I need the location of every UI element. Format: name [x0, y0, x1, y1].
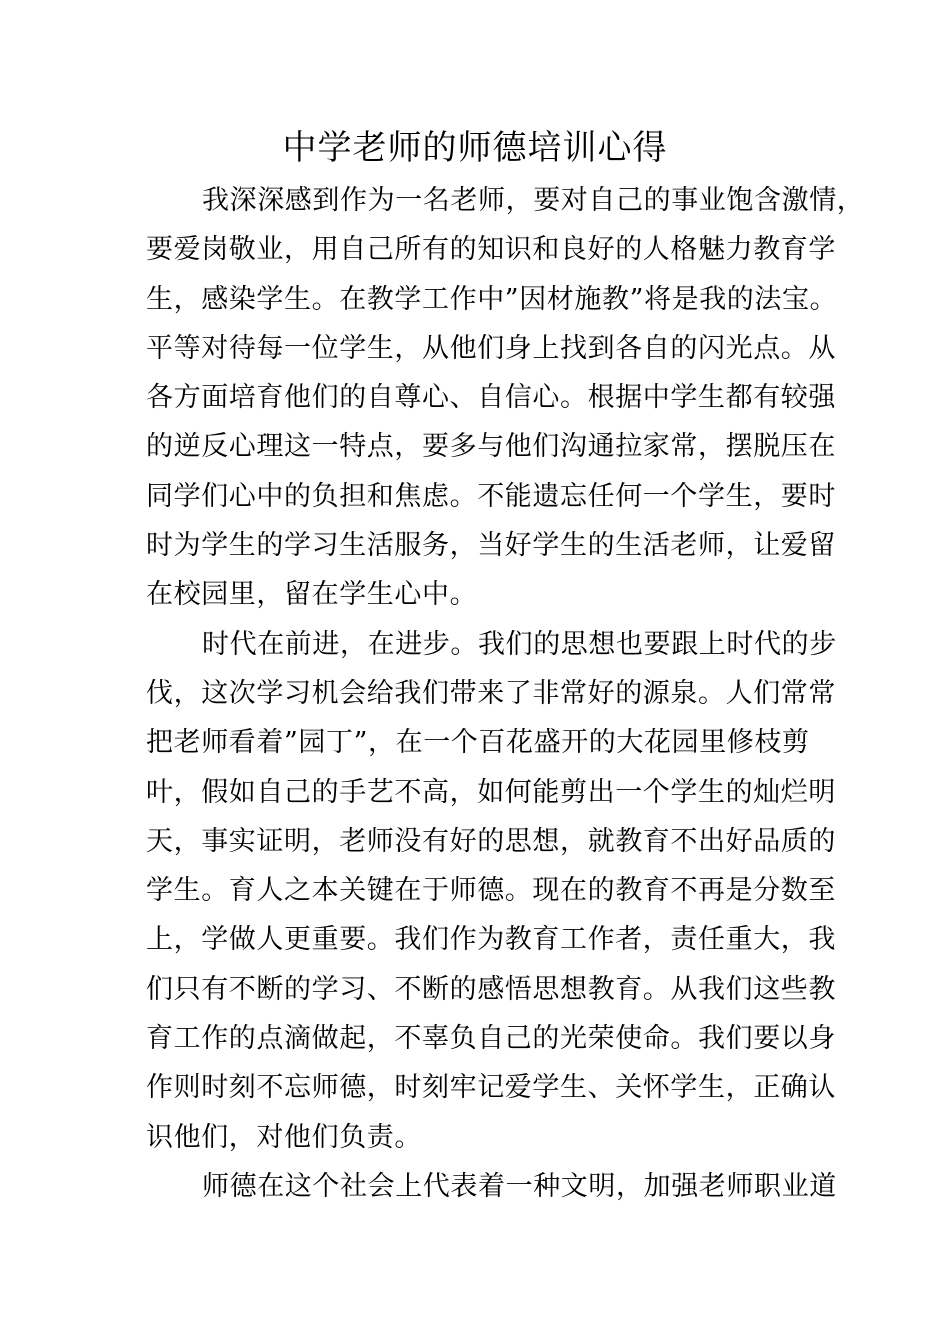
paragraph-2 [146, 620, 837, 1162]
text-line: 生，感染学生。在教学工作中”因材施教”将是我的法宝。 [146, 283, 838, 315]
paragraph-1 [146, 176, 865, 620]
text-line: 我深深感到作为一名老师，要对自己的事业饱含激情， [202, 185, 865, 216]
text-line: 同学们心中的负担和焦虑。不能遗忘任何一个学生，要时 [146, 480, 836, 512]
text-line: 时为学生的学习生活服务，当好学生的生活老师，让爱留 [146, 530, 836, 562]
text-line: 平等对待每一位学生，从他们身上找到各自的闪光点。从 [146, 332, 836, 364]
paragraph-3 [146, 1162, 837, 1211]
text-line: 在校园里，留在学生心中。 [146, 579, 478, 611]
text-line: 把老师看着”园丁”，在一个百花盛开的大花园里修枝剪 [146, 727, 810, 759]
text-line: 天，事实证明，老师没有好的思想，就教育不出好品质的 [146, 825, 836, 857]
text-line: 时代在前进，在进步。我们的思想也要跟上时代的步 [202, 628, 837, 660]
text-line: 各方面培育他们的自尊心、自信心。根据中学生都有较强 [146, 382, 836, 414]
document-body [146, 176, 865, 1211]
text-line: 学生。育人之本关键在于师德。现在的教育不再是分数至 [146, 875, 836, 907]
text-line: 师德在这个社会上代表着一种文明，加强老师职业道 [202, 1170, 837, 1202]
text-line: 作则时刻不忘师德，时刻牢记爱学生、关怀学生，正确认 [146, 1072, 836, 1104]
text-line: 们只有不断的学习、不断的感悟思想教育。从我们这些教 [146, 973, 836, 1005]
text-line: 伐，这次学习机会给我们带来了非常好的源泉。人们常常 [146, 677, 836, 709]
document-title: 中学老师的师德培训心得 [282, 128, 668, 168]
text-line: 的逆反心理这一特点，要多与他们沟通拉家常，摆脱压在 [146, 431, 836, 463]
text-line: 育工作的点滴做起，不辜负自己的光荣使命。我们要以身 [146, 1023, 836, 1055]
text-line: 识他们，对他们负责。 [146, 1121, 422, 1153]
text-line: 上，学做人更重要。我们作为教育工作者，责任重大，我 [146, 924, 836, 956]
text-line: 要爱岗敬业，用自己所有的知识和良好的人格魅力教育学 [146, 234, 836, 266]
text-line: 叶，假如自己的手艺不高，如何能剪出一个学生的灿烂明 [146, 776, 836, 808]
